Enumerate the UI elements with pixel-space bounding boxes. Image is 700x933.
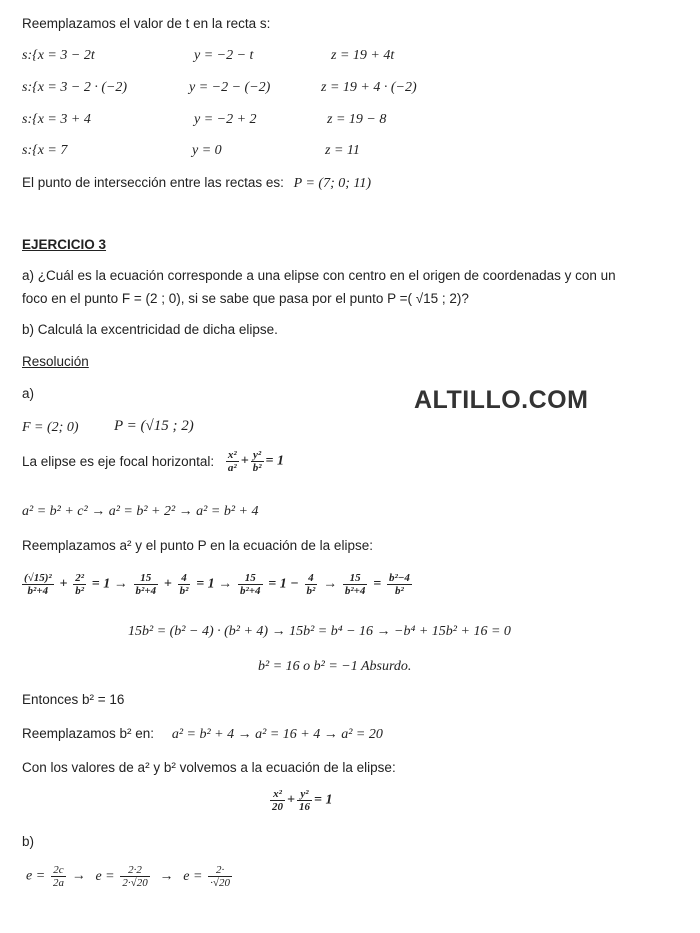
ecc-e-1: e =: [26, 868, 46, 884]
watermark-logo: ALTILLO.COM: [414, 386, 589, 414]
part-b-label: b): [22, 834, 35, 849]
final-y-fraction: $\frac{\text{y²}}{16}$: [298, 788, 310, 814]
ecc-e-2: e =: [95, 868, 115, 884]
ellipse-y-fraction: $\frac{\text{y²}}{\text{b²}}$: [252, 449, 262, 475]
ecc-fraction-3: $\frac{2\cdot}{\cdot√20}$: [210, 864, 230, 890]
ellipse-x-fraction: $\frac{\text{x²}}{\text{a²}}$: [227, 449, 237, 475]
step1-eq-1: = 1 →: [91, 576, 128, 592]
then-line: Entonces b² = 16: [22, 692, 125, 707]
system-row-2-z: z = 19 + 4 · (−2): [321, 80, 417, 95]
step3-equation: b² = 16 o b² = −1 Absurdo.: [258, 659, 412, 674]
question-b: b) Calculá la excentricidad de dicha elipse.: [22, 322, 278, 337]
ecc-arrow-1: →: [71, 868, 86, 884]
step1-plus-1: +: [59, 576, 68, 592]
system-row-3-x: s:{x = 3 + 4: [22, 112, 91, 127]
intersection-point: P = (7; 0; 11): [293, 176, 372, 191]
question-a-line2: foco en el punto F = (2 ; 0), si se sabe que pasa por el punto P =( √15 ; 2)?: [22, 291, 469, 306]
final-plus: +: [287, 792, 295, 808]
resolution-title: Resolución: [22, 354, 89, 369]
ellipse-plus: +: [240, 453, 249, 469]
final-rhs: = 1: [313, 792, 333, 808]
intersection-line: [22, 175, 371, 192]
step1-plus-2: +: [163, 576, 172, 592]
step2-equation: 15b² = (b² − 4) · (b² + 4) → 15b² = b⁴ − 16 → −b⁴ + 15b² + 16 = 0: [128, 624, 511, 639]
system-row-3-z: z = 19 − 8: [327, 112, 387, 127]
step1-fraction-3: $\frac{15}{\text{b²+4}}$: [135, 572, 157, 598]
step1-eq-3: = 1 −: [268, 576, 299, 592]
point-p: P = (√15 ; 2): [114, 418, 194, 434]
with-values-text: Con los valores de a² y b² volvemos a la ecuación de la elipse:: [22, 760, 396, 775]
relation-line: a² = b² + c² → a² = b² + 2² → a² = b² + 4: [22, 504, 259, 519]
system-row-4-z: z = 11: [325, 143, 360, 158]
step1-fraction-2: $\frac{\text{2²}}{\text{b²}}$: [75, 572, 84, 598]
ecc-e-3: e =: [183, 868, 203, 884]
system-row-3-y: y = −2 + 2: [194, 112, 257, 127]
point-f: F = (2; 0): [22, 420, 79, 435]
ellipse-focal-line: [22, 449, 284, 474]
exercise-title: EJERCICIO 3: [22, 237, 107, 252]
system-row-2-x: s:{x = 3 − 2 · (−2): [22, 80, 128, 95]
final-equation: [268, 788, 332, 813]
step1-fraction-8: $\frac{\text{b²−4}}{\text{b²}}$: [388, 572, 410, 598]
final-x-fraction: $\frac{\text{x²}}{20}$: [272, 788, 283, 814]
step1-arrow: →: [323, 576, 338, 592]
ellipse-focal-text: La elipse es eje focal horizontal:: [22, 453, 215, 469]
intro-text: Reemplazamos el valor de t en la recta s:: [22, 16, 271, 31]
ellipse-rhs: = 1: [265, 453, 284, 469]
ecc-fraction-2: $\frac{2\cdot 2}{2\cdot√20}$: [122, 864, 148, 890]
step1-fraction-7: $\frac{15}{\text{b²+4}}$: [344, 572, 366, 598]
system-row-1-x: s:{x = 3 − 2t: [22, 48, 95, 63]
step1-eq-4: =: [373, 576, 382, 592]
ecc-fraction-1: $\frac{2c}{2a}$: [52, 864, 64, 890]
step1-fraction-1: $\frac{\text{(√15)²}}{\text{b²+4}}$: [24, 572, 52, 598]
replace-b-text: Reemplazamos b² en:: [22, 726, 155, 741]
system-row-4-y: y = 0: [192, 143, 222, 158]
step1-fraction-4: $\frac{4}{\text{b²}}$: [179, 572, 189, 598]
system-row-1-z: z = 19 + 4t: [331, 48, 395, 63]
replace-text: Reemplazamos a² y el punto P en la ecuación de la elipse:: [22, 538, 373, 553]
part-a-label: a): [22, 386, 35, 401]
eccentricity-line: [26, 864, 234, 889]
system-row-2-y: y = −2 − (−2): [189, 80, 271, 95]
system-row-4-x: s:{x = 7: [22, 143, 68, 158]
step1-fraction-5: $\frac{15}{\text{b²+4}}$: [239, 572, 261, 598]
step1-eq-2: = 1 →: [196, 576, 233, 592]
replace-b-math: a² = b² + 4 → a² = 16 + 4 → a² = 20: [171, 727, 383, 742]
replace-b-line: [22, 726, 383, 743]
intersection-text: El punto de intersección entre las rectas es:: [22, 175, 284, 190]
step1-fraction-6: $\frac{4}{\text{b²}}$: [306, 572, 316, 598]
system-row-1-y: y = −2 − t: [194, 48, 254, 63]
question-a-line1: a) ¿Cuál es la ecuación corresponde a una elipse con centro en el origen de coordenadas y con un: [22, 268, 616, 283]
ecc-arrow-2: →: [159, 868, 174, 884]
step1-equation: [20, 572, 414, 597]
